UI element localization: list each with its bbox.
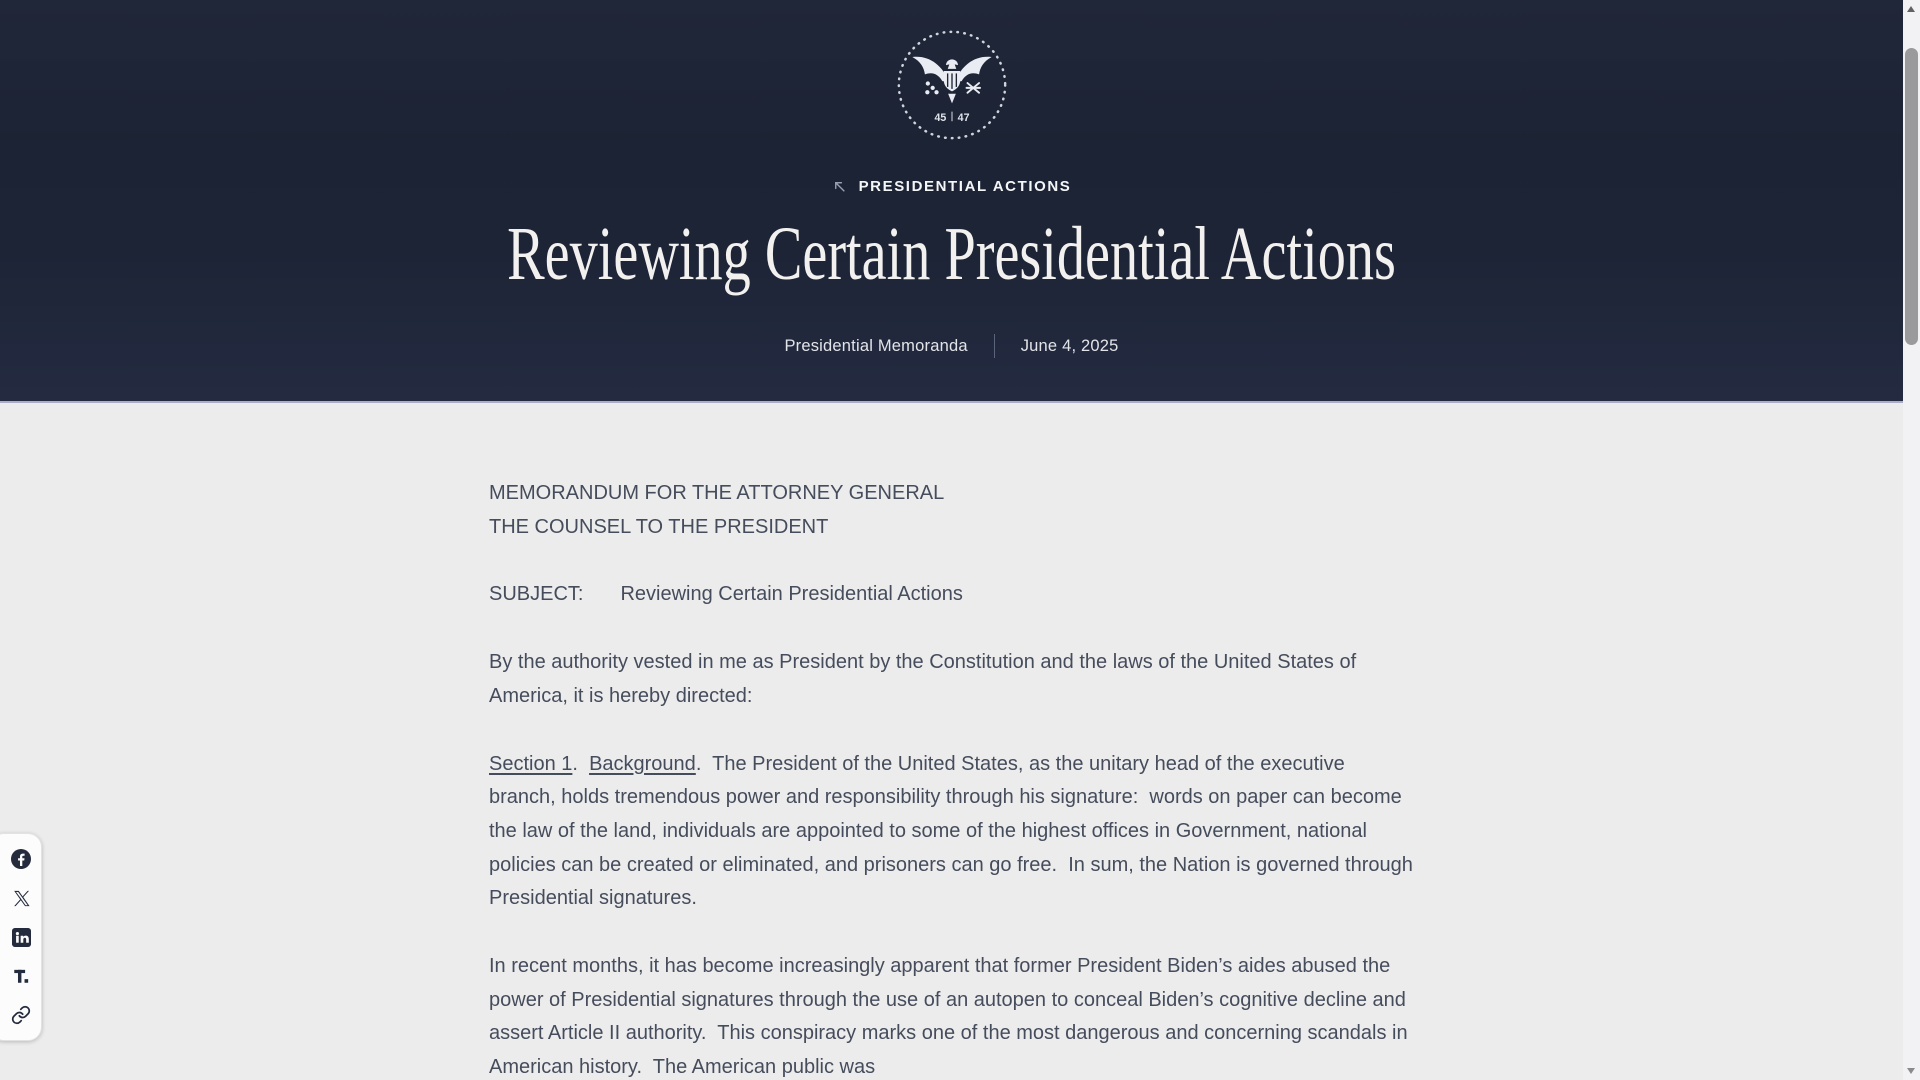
paragraph-2: In recent months, it has become increasingly apparent that former President Biden’s aides abused the power of Presidential signatures through the use of an autopen to conceal Biden’s cognitive decline and assert Article II authority. This conspiracy marks one of the most dangerous and concerning scandals in American history. The American public was	[489, 955, 1413, 1079]
scrollbar-track[interactable]	[1903, 0, 1920, 1080]
share-linkedin-button[interactable]	[11, 927, 31, 947]
subject-value: Reviewing Certain Presidential Actions	[620, 583, 963, 606]
section-1-heading: Background	[589, 752, 696, 775]
x-icon	[12, 889, 31, 908]
content-section	[0, 403, 1903, 1080]
section-1-paragraph: Section 1. Background. The President of the United States, as the unitary head of the executive branch, holds tremendous power and responsibility through his signature: words on paper can become the law of the land, individuals are appointed to some of the highest offices in Government, national policies can be created or eliminated, and prisoners can go free. In sum, the Nation is governed through Presidential signatures.	[489, 752, 1419, 910]
share-x-button[interactable]	[11, 888, 31, 908]
subject-label: SUBJECT:	[489, 583, 584, 606]
facebook-icon	[11, 849, 31, 869]
page-title: Reviewing Certain Presidential Actions	[507, 212, 1396, 296]
section-1-marker: Section 1	[489, 752, 573, 775]
hero-header	[0, 0, 1903, 403]
seal-number-47: 47	[957, 111, 970, 124]
meta-row	[0, 334, 1903, 358]
share-facebook-button[interactable]	[11, 849, 31, 869]
scrollbar-down-arrow-icon[interactable]	[1907, 1068, 1915, 1074]
publish-date: June 4, 2025	[1020, 336, 1119, 355]
share-truth-social-button[interactable]	[11, 966, 31, 986]
intro-paragraph: By the authority vested in me as President by the Constitution and the laws of the United States of America, it is hereby directed:	[489, 651, 1361, 707]
share-toolbar	[0, 833, 42, 1041]
seal-number-45: 45	[933, 111, 946, 124]
scrollbar-up-arrow-icon[interactable]	[1907, 6, 1915, 12]
memo-recipients	[489, 477, 1414, 544]
memo-recipient-line-1: MEMORANDUM FOR THE ATTORNEY GENERAL	[489, 482, 945, 504]
meta-divider	[994, 334, 995, 358]
breadcrumb-label: PRESIDENTIAL ACTIONS	[858, 178, 1072, 195]
presidential-seal-icon	[894, 27, 1010, 143]
copy-link-icon	[11, 1005, 31, 1025]
memo-recipient-line-2: THE COUNSEL TO THE PRESIDENT	[489, 515, 829, 538]
linkedin-icon	[12, 928, 31, 947]
whitehouse-seal-logo[interactable]	[0, 0, 1903, 148]
breadcrumb[interactable]	[0, 178, 1903, 195]
truth-social-icon	[12, 967, 31, 986]
category-link[interactable]: Presidential Memoranda	[784, 336, 968, 355]
arrow-up-left-icon	[832, 179, 847, 194]
section-1-text: The President of the United States, as the unitary head of the executive branch, holds tremendous power and responsibility through his signature: words on paper can become the law of the land, individuals are appointed to some of the highest offices in Government, national policies can be created or eliminated, and prisoners can go free. In sum, the Nation is governed through Presidential signatures.	[489, 752, 1419, 910]
share-copy-link-button[interactable]	[11, 1005, 31, 1025]
scrollbar-thumb[interactable]	[1905, 48, 1918, 345]
memorandum-body	[489, 477, 1419, 1080]
subject-line	[489, 578, 1414, 612]
